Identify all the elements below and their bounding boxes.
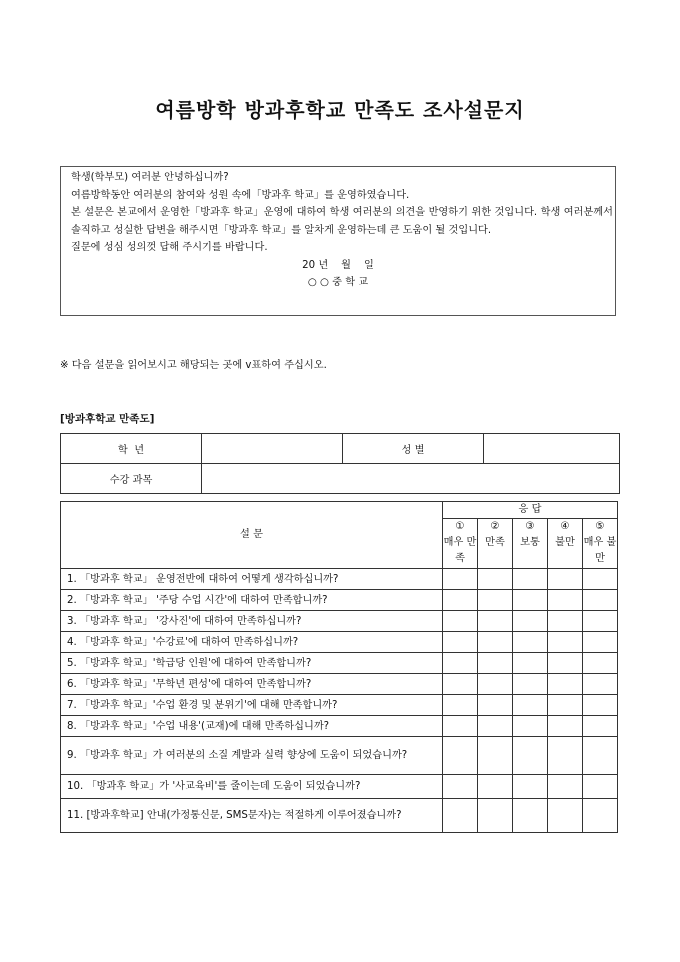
answer-cell-4[interactable] [548, 799, 583, 833]
question-text: 1. 「방과후 학교」 운영전반에 대하여 어떻게 생각하십니까? [61, 569, 443, 590]
answer-cell-2[interactable] [478, 775, 513, 799]
answer-cell-1[interactable] [443, 695, 478, 716]
course-field[interactable] [202, 464, 620, 494]
answer-cell-4[interactable] [548, 653, 583, 674]
answer-cell-3[interactable] [513, 695, 548, 716]
answer-cell-4[interactable] [548, 775, 583, 799]
intro-school: ○ ○ 중 학 교 [307, 277, 369, 288]
option-label: 보통 [520, 537, 540, 548]
answer-cell-1[interactable] [443, 632, 478, 653]
table-row [61, 653, 618, 674]
answer-cell-3[interactable] [513, 775, 548, 799]
grade-label: 학 년 [61, 434, 202, 464]
answer-cell-3[interactable] [513, 590, 548, 611]
answer-cell-4[interactable] [548, 695, 583, 716]
response-header: 응 답 [443, 502, 618, 519]
intro-line: 질문에 성심 성의껏 답해 주시기를 바랍니다. [71, 242, 268, 253]
question-text: 5. 「방과후 학교」'학급당 인원'에 대하여 만족합니까? [61, 653, 443, 674]
answer-cell-2[interactable] [478, 716, 513, 737]
answer-cell-2[interactable] [478, 590, 513, 611]
answer-cell-4[interactable] [548, 674, 583, 695]
option-header-4 [548, 519, 583, 569]
answer-cell-3[interactable] [513, 653, 548, 674]
table-row [61, 695, 618, 716]
question-text: 3. 「방과후 학교」 '강사진'에 대하여 만족하십니까? [61, 611, 443, 632]
table-row [61, 716, 618, 737]
survey-table [60, 501, 618, 833]
course-label: 수강 과목 [61, 464, 202, 494]
question-text: 8. 「방과후 학교」'수업 내용'(교재)에 대해 만족하십니까? [61, 716, 443, 737]
answer-cell-5[interactable] [583, 799, 618, 833]
answer-cell-1[interactable] [443, 674, 478, 695]
intro-line: 여름방학동안 여러분의 참여와 성원 속에「방과후 학교」를 운영하였습니다. [71, 189, 410, 201]
answer-cell-5[interactable] [583, 611, 618, 632]
answer-cell-3[interactable] [513, 569, 548, 590]
option-header-3 [513, 519, 548, 569]
answer-cell-1[interactable] [443, 799, 478, 833]
answer-cell-1[interactable] [443, 716, 478, 737]
instruction-note: ※ 다음 설문을 읽어보시고 해당되는 곳에 v표하여 주십시오. [60, 360, 327, 371]
answer-cell-4[interactable] [548, 716, 583, 737]
gender-field[interactable] [484, 434, 620, 464]
answer-cell-4[interactable] [548, 737, 583, 775]
answer-cell-1[interactable] [443, 737, 478, 775]
answer-cell-5[interactable] [583, 737, 618, 775]
option-number: ③ [525, 521, 535, 532]
option-number: ② [490, 521, 500, 532]
answer-cell-4[interactable] [548, 569, 583, 590]
question-text: 6. 「방과후 학교」'무학년 편성'에 대하여 만족합니까? [61, 674, 443, 695]
table-row [61, 775, 618, 799]
intro-box [60, 166, 616, 316]
answer-cell-5[interactable] [583, 775, 618, 799]
answer-cell-1[interactable] [443, 569, 478, 590]
answer-cell-3[interactable] [513, 674, 548, 695]
answer-cell-5[interactable] [583, 653, 618, 674]
answer-cell-4[interactable] [548, 632, 583, 653]
answer-cell-5[interactable] [583, 674, 618, 695]
question-text: 10. 「방과후 학교」가 '사교육비'를 줄이는데 도움이 되었습니까? [61, 775, 443, 799]
answer-cell-2[interactable] [478, 799, 513, 833]
question-text: 9. 「방과후 학교」가 여러분의 소질 계발과 실력 향상에 도움이 되었습니까? [61, 737, 443, 775]
info-table [60, 433, 620, 494]
option-header-2 [478, 519, 513, 569]
answer-cell-3[interactable] [513, 632, 548, 653]
answer-cell-5[interactable] [583, 695, 618, 716]
answer-cell-1[interactable] [443, 590, 478, 611]
table-row [61, 737, 618, 775]
intro-line: 본 설문은 본교에서 운영한「방과후 학교」운영에 대하여 학생 여러분의 의견을 반영하기 위한 것입니다. 학생 여러분께서 솔직하고 성실한 답변을 해주시면「방과후 학교」를 알차게 운영하는데 큰 도움이 될 것입니다. [71, 207, 613, 236]
option-number: ① [455, 521, 465, 532]
section-label: [방과후학교 만족도] [60, 413, 155, 425]
table-row [61, 674, 618, 695]
answer-cell-1[interactable] [443, 775, 478, 799]
option-label: 만족 [485, 537, 505, 548]
option-header-5 [583, 519, 618, 569]
answer-cell-2[interactable] [478, 569, 513, 590]
answer-cell-2[interactable] [478, 695, 513, 716]
intro-date: 20 년 월 일 [302, 259, 374, 271]
question-text: 2. 「방과후 학교」 '주당 수업 시간'에 대하여 만족합니까? [61, 590, 443, 611]
answer-cell-4[interactable] [548, 590, 583, 611]
table-row [61, 590, 618, 611]
question-text: 11. [방과후학교] 안내(가정통신문, SMS문자)는 적절하게 이루어졌습니까? [61, 799, 443, 833]
answer-cell-2[interactable] [478, 611, 513, 632]
answer-cell-2[interactable] [478, 737, 513, 775]
answer-cell-2[interactable] [478, 632, 513, 653]
answer-cell-3[interactable] [513, 611, 548, 632]
page-title: 여름방학 방과후학교 만족도 조사설문지 [155, 98, 525, 122]
table-row [61, 611, 618, 632]
answer-cell-3[interactable] [513, 716, 548, 737]
answer-cell-3[interactable] [513, 737, 548, 775]
answer-cell-3[interactable] [513, 799, 548, 833]
answer-cell-4[interactable] [548, 611, 583, 632]
answer-cell-5[interactable] [583, 590, 618, 611]
gender-label: 성 별 [343, 434, 484, 464]
option-header-1 [443, 519, 478, 569]
table-row [61, 799, 618, 833]
answer-cell-2[interactable] [478, 674, 513, 695]
option-label: 매우 불만 [583, 537, 617, 564]
grade-field[interactable] [202, 434, 343, 464]
question-text: 4. 「방과후 학교」'수강료'에 대하여 만족하십니까? [61, 632, 443, 653]
option-label: 매우 만족 [443, 537, 477, 564]
table-row [61, 632, 618, 653]
answer-cell-1[interactable] [443, 653, 478, 674]
answer-cell-5[interactable] [583, 632, 618, 653]
question-header: 설 문 [61, 502, 443, 569]
answer-cell-2[interactable] [478, 653, 513, 674]
answer-cell-5[interactable] [583, 569, 618, 590]
option-label: 불만 [555, 537, 575, 548]
option-number: ④ [560, 521, 570, 532]
option-number: ⑤ [595, 521, 605, 532]
answer-cell-1[interactable] [443, 611, 478, 632]
answer-cell-5[interactable] [583, 716, 618, 737]
table-row [61, 569, 618, 590]
intro-line: 학생(학부모) 여러분 안녕하십니까? [71, 172, 229, 183]
question-text: 7. 「방과후 학교」'수업 환경 및 분위기'에 대해 만족합니까? [61, 695, 443, 716]
